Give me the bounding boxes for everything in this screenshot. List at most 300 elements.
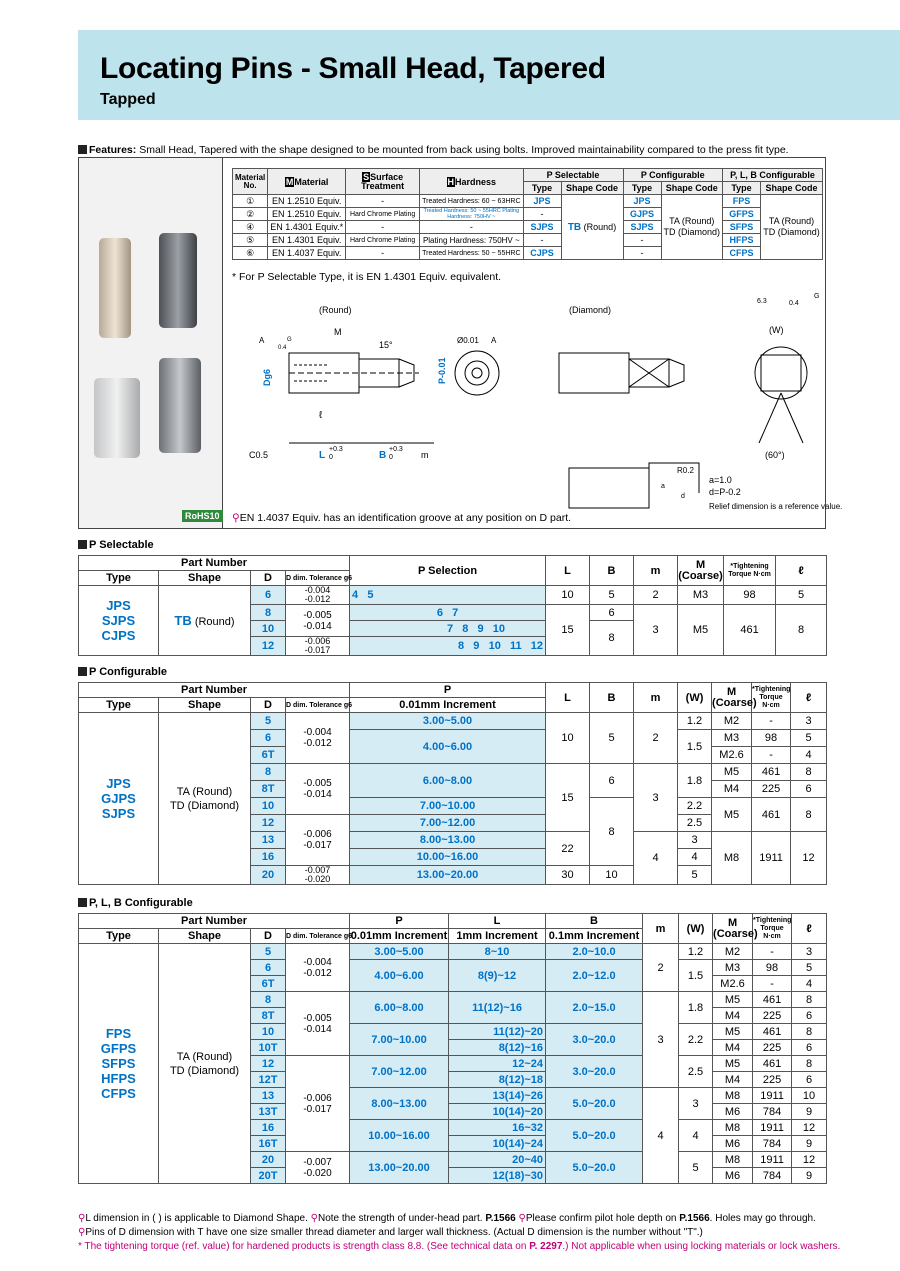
torque-cell: 461 <box>752 798 791 832</box>
shape-cell <box>159 586 251 656</box>
d-cell: 13T <box>251 1104 286 1120</box>
ps-type: - <box>523 208 561 221</box>
ell-cell: 9 <box>792 1104 827 1120</box>
mat-hardness: - <box>420 221 523 234</box>
shape-td: TD (Diamond) <box>169 1064 240 1077</box>
L-cell: 10 <box>546 586 590 605</box>
p-sel-cell: 8 9 10 11 12 <box>350 637 546 656</box>
shape-cell <box>159 713 251 885</box>
col-material <box>268 169 346 195</box>
M-cell: M6 <box>713 1104 753 1120</box>
label-B-zero: 0 <box>389 454 393 461</box>
ell-cell: 3 <box>792 944 827 960</box>
technical-drawing <box>229 293 843 523</box>
p-cell: 13.00~20.00 <box>350 866 546 885</box>
m-cell: 3 <box>643 992 679 1088</box>
p-cell: 7.00~10.00 <box>350 1024 449 1056</box>
M-cell: M5 <box>713 1024 753 1040</box>
torque-cell: 784 <box>753 1136 792 1152</box>
col-shape: Shape <box>159 698 251 713</box>
M-cell: M8 <box>713 1120 753 1136</box>
section-p-configurable <box>78 666 167 678</box>
d-cell: 10T <box>251 1040 286 1056</box>
B-cell: 5 <box>590 713 634 764</box>
col-M: M (Coarse) <box>713 914 753 944</box>
shape-code: TB <box>174 613 192 628</box>
M-cell: M8 <box>712 832 752 885</box>
W-cell: 5 <box>679 1152 713 1184</box>
tol-cell: -0.004 -0.012 <box>286 713 350 764</box>
shape-ta: TA (Round) <box>176 1050 233 1063</box>
ell-cell: 10 <box>792 1088 827 1104</box>
col-surface-label: Surface Treatment <box>361 171 405 191</box>
torque-cell: 461 <box>753 1056 792 1072</box>
mat-hardness: Plating Hardness: 750HV ~ <box>420 234 523 247</box>
shape-text: (Round) <box>194 616 235 628</box>
torque-cell: 98 <box>752 730 791 747</box>
ell-cell: 8 <box>792 992 827 1008</box>
label-d-val: d=P-0.2 <box>709 487 741 497</box>
b-cell: 5.0~20.0 <box>546 1152 643 1184</box>
B-cell: 5 <box>590 586 634 605</box>
col-M: M (Coarse) <box>678 556 724 586</box>
label-w: (W) <box>769 325 784 335</box>
col-type: Type <box>79 929 159 944</box>
b-cell: 3.0~20.0 <box>546 1056 643 1088</box>
b-cell: 2.0~10.0 <box>546 944 643 960</box>
plb-shape-ta: TA (Round) <box>768 216 815 226</box>
m-cell: 4 <box>643 1088 679 1184</box>
pin-photo-2 <box>159 233 197 328</box>
p-cell: 8.00~13.00 <box>350 832 546 849</box>
mat-no: ⑤ <box>233 234 268 247</box>
d-cell: 6T <box>251 747 286 764</box>
torque-cell: 1911 <box>752 832 791 885</box>
ell-cell: 3 <box>791 713 827 730</box>
col-l: L <box>449 914 546 929</box>
torque-cell: 225 <box>753 1040 792 1056</box>
d-cell: 5 <box>251 944 286 960</box>
ps-shape: TB (Round) <box>561 195 623 260</box>
footer-note-3b: . Holes may go through. <box>709 1213 816 1224</box>
ell-cell: 9 <box>792 1168 827 1184</box>
d-cell: 12 <box>251 815 286 832</box>
L-cell: 22 <box>546 832 590 866</box>
label-a-ref: A <box>491 336 497 345</box>
l-cell: 8(9)~12 <box>449 960 546 992</box>
p-cell: 3.00~5.00 <box>350 944 449 960</box>
tol-cell: -0.004 -0.012 <box>286 944 350 992</box>
M-cell: M3 <box>712 730 752 747</box>
note-icon: ⚲ <box>518 1213 526 1224</box>
col-hardness <box>420 169 523 195</box>
features-text: Small Head, Tapered with the shape designed to be mounted from back using bolts. Improved maintainability compared to the press fit type. <box>139 144 789 156</box>
M-cell: M2 <box>712 713 752 730</box>
d-cell: 20T <box>251 1168 286 1184</box>
l-cell: 16~32 <box>449 1120 546 1136</box>
mat-no: ② <box>233 208 268 221</box>
col-part-number: Part Number <box>79 683 350 698</box>
torque-cell: 461 <box>724 605 776 656</box>
p-cell: 13.00~20.00 <box>350 1152 449 1184</box>
ell-cell: 8 <box>776 605 827 656</box>
col-surface <box>346 169 420 195</box>
surface-icon: S <box>363 171 370 182</box>
col-B: B <box>590 556 634 586</box>
d-cell: 8 <box>251 605 286 621</box>
M-cell: M5 <box>713 1056 753 1072</box>
torque-cell: 1911 <box>753 1152 792 1168</box>
col-shape-code: Shape Code <box>661 182 723 195</box>
section-title: P Selectable <box>89 539 154 551</box>
mat-surface: - <box>346 221 420 234</box>
col-d: D <box>251 571 286 586</box>
d-cell: 12T <box>251 1072 286 1088</box>
W-cell: 3 <box>679 1088 713 1120</box>
d-cell: 8T <box>251 1008 286 1024</box>
d-cell: 5 <box>251 713 286 730</box>
L-cell: 10 <box>546 713 590 764</box>
page-ref-link[interactable]: P. 2297 <box>529 1241 563 1252</box>
label-dg6: Dg6 <box>262 368 272 386</box>
b-cell: 5.0~20.0 <box>546 1120 643 1152</box>
l-cell: 12(18)~30 <box>449 1168 546 1184</box>
torque-cell: - <box>752 713 791 730</box>
angle-line <box>759 393 781 443</box>
col-part-number: Part Number <box>79 556 350 571</box>
bullet-square-icon <box>78 667 87 676</box>
tol-cell: -0.004 -0.012 <box>286 586 350 605</box>
d-cell: 8 <box>251 764 286 781</box>
torque-cell: 784 <box>753 1168 792 1184</box>
section-title: P Configurable <box>89 666 168 678</box>
col-type: Type <box>79 571 159 586</box>
pc-type: JPS <box>623 195 661 208</box>
p-configurable-table <box>78 682 827 885</box>
p-cell: 6.00~8.00 <box>350 764 546 798</box>
col-p: P <box>350 914 449 929</box>
features-label: Features: <box>89 144 137 156</box>
col-B: B <box>590 683 634 713</box>
rohs-badge: RoHS10 <box>182 510 223 522</box>
label-B-tol: +0.3 <box>389 446 403 453</box>
ell-cell: 9 <box>792 1136 827 1152</box>
col-p-configurable: P Configurable <box>623 169 723 182</box>
page-title: Locating Pins - Small Head, Tapered <box>100 52 606 85</box>
ell-cell: 8 <box>791 764 827 781</box>
col-tol: D dim. Tolerance g6 <box>286 929 350 944</box>
mat-surface: Hard Chrome Plating <box>346 208 420 221</box>
B-cell: 8 <box>590 798 634 866</box>
B-cell: 10 <box>590 866 634 885</box>
label-round: (Round) <box>319 305 352 315</box>
label-a-val: a=1.0 <box>709 475 732 485</box>
d-cell: 10 <box>251 621 286 637</box>
relief-box <box>569 468 649 508</box>
pc-type: GJPS <box>623 208 661 221</box>
M-cell: M8 <box>713 1152 753 1168</box>
p-cell: 7.00~10.00 <box>350 798 546 815</box>
mat-no: ④ <box>233 221 268 234</box>
label-d-small: d <box>681 493 685 500</box>
pin-end-circle <box>455 351 499 395</box>
W-cell: 4 <box>678 849 712 866</box>
W-cell: 4 <box>679 1120 713 1152</box>
L-cell: 30 <box>546 866 590 885</box>
ell-cell: 6 <box>792 1040 827 1056</box>
footer-line-1 <box>78 1213 816 1224</box>
label-r04: 0.4 <box>278 345 287 351</box>
mat-hardness: Treated Hardness: 50 ~ 55HRC Plating Hardness: 750HV ~ <box>420 208 523 221</box>
plb-configurable-table <box>78 913 827 1184</box>
W-cell: 2.2 <box>678 798 712 815</box>
label-sixty: (60°) <box>765 450 785 460</box>
W-cell: 3 <box>678 832 712 849</box>
m-cell: 4 <box>634 832 678 885</box>
col-tol: D dim. Tolerance g6 <box>286 571 350 586</box>
footer-note-5: * The tightening torque (ref. value) for hardened products is strength class 8.8. (See technical data on <box>78 1241 527 1252</box>
tol-cell: -0.007 -0.020 <box>286 1152 350 1184</box>
col-shape: Shape <box>159 929 251 944</box>
M-cell: M3 <box>678 586 724 605</box>
W-cell: 1.8 <box>679 992 713 1024</box>
d-cell: 6 <box>251 960 286 976</box>
d-cell: 16 <box>251 849 286 866</box>
mat-surface: - <box>346 195 420 208</box>
l-cell: 11(12)~16 <box>449 992 546 1024</box>
label-m-tap: M <box>334 327 342 337</box>
col-p-inc: 0.01mm Increment <box>350 698 546 713</box>
W-cell: 2.5 <box>679 1056 713 1088</box>
overview-box <box>78 157 843 529</box>
note-icon: ⚲ <box>232 512 240 524</box>
ell-cell: 5 <box>776 586 827 605</box>
b-cell: 5.0~20.0 <box>546 1088 643 1120</box>
footer-line-3 <box>78 1241 840 1252</box>
col-torque: *Tightening Torque N·cm <box>753 914 792 944</box>
col-L: L <box>546 556 590 586</box>
tol-cell: -0.006 -0.017 <box>286 815 350 866</box>
footer-note-3: Please confirm pilot hole depth on <box>525 1213 677 1224</box>
material-icon: M <box>285 176 294 187</box>
m-cell: 2 <box>643 944 679 992</box>
page-ref-link[interactable]: P.1566 <box>679 1213 710 1224</box>
tol-cell: -0.006 -0.017 <box>286 1056 350 1152</box>
torque-cell: 461 <box>753 992 792 1008</box>
ell-cell: 4 <box>791 747 827 764</box>
W-cell: 1.8 <box>678 764 712 798</box>
p-cell: 7.00~12.00 <box>350 1056 449 1088</box>
tol-cell: -0.006 -0.017 <box>286 637 350 656</box>
label-L: L <box>319 450 326 461</box>
section-title: P, L, B Configurable <box>89 897 193 909</box>
col-W: (W) <box>679 914 713 944</box>
pin-end-inner <box>465 361 489 385</box>
l-cell: 12~24 <box>449 1056 546 1072</box>
label-B: B <box>379 450 387 461</box>
torque-cell: - <box>753 976 792 992</box>
col-ell: ℓ <box>792 914 827 944</box>
col-p-selection: P Selection <box>350 556 546 586</box>
ell-cell: 8 <box>792 1024 827 1040</box>
mat-name: EN 1.2510 Equiv. <box>268 208 346 221</box>
B-cell: 6 <box>590 764 634 798</box>
torque-cell: 225 <box>753 1008 792 1024</box>
torque-cell: 98 <box>753 960 792 976</box>
d-cell: 12 <box>251 637 286 656</box>
p-sel-cell: 6 7 <box>350 605 546 621</box>
mat-hardness: Treated Hardness: 60 ~ 63HRC <box>420 195 523 208</box>
d-cell: 10 <box>251 798 286 815</box>
pc-shape <box>661 195 723 260</box>
plb-type: FPS <box>723 195 761 208</box>
l-cell: 8(12)~18 <box>449 1072 546 1088</box>
col-torque: *Tightening Torque N·cm <box>724 556 776 586</box>
types-cell: JPS GJPS SJPS <box>79 713 159 885</box>
L-cell: 15 <box>546 764 590 832</box>
l-cell: 20~40 <box>449 1152 546 1168</box>
label-p001: P-0.01 <box>437 357 447 384</box>
M-cell: M4 <box>712 781 752 798</box>
M-cell: M5 <box>713 992 753 1008</box>
pc-shape-ta: TA (Round) <box>669 216 715 226</box>
plb-shape-td: TD (Diamond) <box>763 227 820 237</box>
B-cell: 8 <box>590 621 634 656</box>
d-cell: 12 <box>251 1056 286 1072</box>
d-cell: 13 <box>251 832 286 849</box>
M-cell: M4 <box>713 1040 753 1056</box>
p-cell: 6.00~8.00 <box>350 992 449 1024</box>
footer-line-2 <box>78 1227 703 1238</box>
section-p-selectable <box>78 539 154 551</box>
note-icon: ⚲ <box>310 1213 318 1224</box>
bullet-square-icon <box>78 145 87 154</box>
col-m: m <box>634 683 678 713</box>
W-cell: 2.5 <box>678 815 712 832</box>
label-r02: R0.2 <box>677 466 694 475</box>
ell-cell: 8 <box>792 1056 827 1072</box>
col-d: D <box>251 929 286 944</box>
col-m: m <box>634 556 678 586</box>
footer-note-5b: .) Not applicable when using locking materials or lock washers. <box>562 1241 841 1252</box>
W-cell: 5 <box>678 866 712 885</box>
p-sel-cell: 7 8 9 10 <box>350 621 546 637</box>
d-cell: 6 <box>251 586 286 605</box>
b-cell: 2.0~12.0 <box>546 960 643 992</box>
col-ell: ℓ <box>791 683 827 713</box>
plb-type: CFPS <box>723 247 761 260</box>
col-type: Type <box>623 182 661 195</box>
label-g: G <box>287 337 292 343</box>
B-cell: 6 <box>590 605 634 621</box>
note-icon: ⚲ <box>78 1227 86 1238</box>
label-fifteen: 15° <box>379 340 393 350</box>
hardness-icon: H <box>447 176 455 187</box>
mat-no: ⑥ <box>233 247 268 260</box>
col-plb-configurable: P, L, B Configurable <box>723 169 823 182</box>
page-ref-link[interactable]: P.1566 <box>485 1213 516 1224</box>
col-type: Type <box>523 182 561 195</box>
M-cell: M5 <box>712 764 752 781</box>
shape-td: TD (Diamond) <box>169 799 240 812</box>
ell-cell: 5 <box>791 730 827 747</box>
footer-note-1: L dimension in ( ) is applicable to Diamond Shape. <box>85 1213 308 1224</box>
pin-end-hole <box>472 368 482 378</box>
mat-name: EN 1.4301 Equiv.* <box>268 221 346 234</box>
col-type: Type <box>79 698 159 713</box>
mat-name: EN 1.4301 Equiv. <box>268 234 346 247</box>
torque-cell: 784 <box>753 1104 792 1120</box>
l-cell: 10(14)~24 <box>449 1136 546 1152</box>
L-cell: 15 <box>546 605 590 656</box>
label-m: m <box>421 450 429 460</box>
col-W: (W) <box>678 683 712 713</box>
label-datum-a: A <box>259 336 265 345</box>
d-cell: 6 <box>251 730 286 747</box>
torque-cell: 1911 <box>753 1120 792 1136</box>
shape-cell <box>159 944 251 1184</box>
torque-cell: 1911 <box>753 1088 792 1104</box>
ps-type: SJPS <box>523 221 561 234</box>
torque-cell: 98 <box>724 586 776 605</box>
p-cell: 4.00~6.00 <box>350 960 449 992</box>
m-cell: 2 <box>634 586 678 605</box>
torque-cell: - <box>753 944 792 960</box>
p-selectable-table <box>78 555 827 656</box>
col-material-label: Material <box>294 176 329 187</box>
ell-cell: 5 <box>792 960 827 976</box>
mat-name: EN 1.4037 Equiv. <box>268 247 346 260</box>
pin-taper-diamond <box>669 359 684 387</box>
p-cell: 4.00~6.00 <box>350 730 546 764</box>
l-cell: 13(14)~26 <box>449 1088 546 1104</box>
d-cell: 20 <box>251 866 286 885</box>
col-material-no: Material No. <box>233 169 268 195</box>
col-L: L <box>546 683 590 713</box>
mat-surface: Hard Chrome Plating <box>346 234 420 247</box>
label-L-zero: 0 <box>329 454 333 461</box>
label-phi001: Ø0.01 <box>457 336 479 345</box>
col-tol: D dim. Tolerance g6 <box>286 698 350 713</box>
footer-note-4: Pins of D dimension with T have one size smaller thread diameter and larger wall thickness. (Actual D dimension is the number without "T".) <box>85 1227 703 1238</box>
label-L-tol: +0.3 <box>329 446 343 453</box>
tol-cell: -0.005 -0.014 <box>286 764 350 815</box>
torque-cell: 461 <box>753 1024 792 1040</box>
d-cell: 10 <box>251 1024 286 1040</box>
col-l-inc: 1mm Increment <box>449 929 546 944</box>
col-type: Type <box>723 182 761 195</box>
M-cell: M6 <box>713 1168 753 1184</box>
angle-line <box>781 393 803 443</box>
footer-note-2: Note the strength of under-head part. <box>317 1213 483 1224</box>
p-cell: 7.00~12.00 <box>350 815 546 832</box>
ell-cell: 12 <box>792 1120 827 1136</box>
label-diamond: (Diamond) <box>569 305 612 315</box>
torque-cell: 225 <box>752 781 791 798</box>
torque-cell: - <box>752 747 791 764</box>
ell-cell: 6 <box>791 781 827 798</box>
section-plb-configurable <box>78 897 193 909</box>
W-cell: 1.2 <box>679 944 713 960</box>
M-cell: M5 <box>678 605 724 656</box>
ell-cell: 6 <box>792 1072 827 1088</box>
col-b: B <box>546 914 643 929</box>
pc-type: - <box>623 247 661 260</box>
mat-hardness: Treated Hardness: 50 ~ 55HRC <box>420 247 523 260</box>
p-sel-cell: 4 5 <box>350 586 546 605</box>
col-M: M (Coarse) <box>712 683 752 713</box>
mat-name: EN 1.2510 Equiv. <box>268 195 346 208</box>
